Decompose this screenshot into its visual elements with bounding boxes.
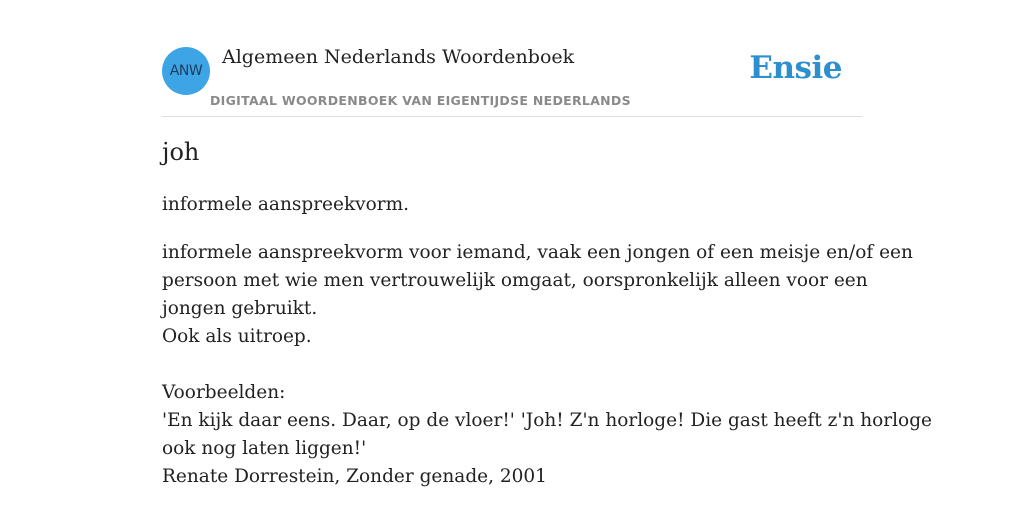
examples-label: Voorbeelden: [162,382,286,403]
definition-line: jongen gebruikt. [162,298,318,319]
definition-line: informele aanspreekvorm voor iemand, vaak een jongen of een meisje en/of een [162,242,913,263]
dictionary-header [162,40,862,117]
example-source: Renate Dorrestein, Zonder genade, 2001 [162,466,547,487]
example-line: ook nog laten liggen!' [162,438,367,459]
entry-word: joh [162,138,200,166]
anw-logo[interactable]: ANW [162,47,210,95]
dictionary-title: Algemeen Nederlands Woordenboek [222,46,575,68]
extra-note: Ook als uitroep. [162,326,312,347]
definition-line: persoon met wie men vertrouwelijk omgaat, oorspronkelijk alleen voor een [162,270,868,291]
ensie-brand-link[interactable]: Ensie [749,50,842,86]
dictionary-subtitle: DIGITAAL WOORDENBOEK VAN EIGENTIJDSE NEDERLANDS [210,93,631,108]
spacer [162,351,862,379]
example-line: 'En kijk daar eens. Daar, op de vloer!' 'Joh! Z'n horloge! Die gast heeft z'n horloge [162,410,932,431]
short-definition: informele aanspreekvorm. [162,194,410,215]
long-definition [162,239,932,491]
